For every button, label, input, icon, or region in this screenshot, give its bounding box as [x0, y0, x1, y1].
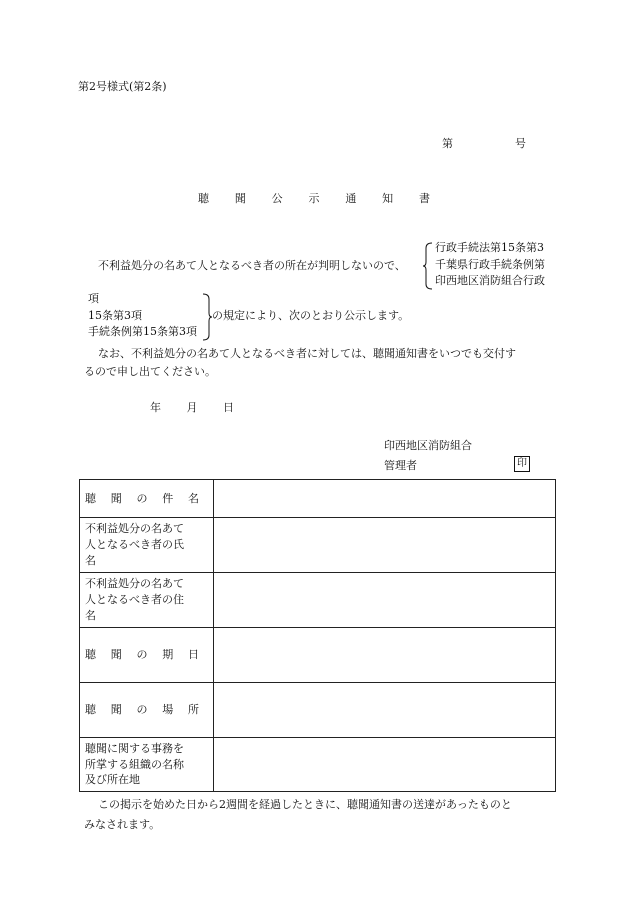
label-line: 不利益処分の名あて [85, 577, 184, 591]
label-char: 期 [162, 648, 174, 662]
label-line: 聴聞に関する事務を [85, 741, 184, 755]
note-text-line2: るので申し出てください。 [84, 365, 216, 378]
label-char: 聴 [85, 703, 96, 717]
label-char: 日 [188, 648, 199, 662]
left-brace-icon [423, 242, 433, 290]
table-row [80, 628, 556, 683]
label-line: 名 [85, 608, 96, 622]
manager-label: 管理者 [384, 459, 417, 472]
label-char: 場 [162, 703, 174, 717]
title-char: 書 [418, 192, 430, 205]
date-field [150, 400, 234, 417]
table-label-case-name [80, 480, 214, 518]
table-row [80, 683, 556, 738]
label-char: 聴 [85, 648, 96, 662]
legal-basis-line: 千葉県行政手続条例第 [435, 257, 545, 271]
label-line: 不利益処分の名あて [85, 522, 184, 536]
legal-basis-brace-left [88, 291, 208, 341]
table-label-organization [80, 738, 214, 792]
label-line: 及び所在地 [85, 773, 140, 787]
organization-name: 印西地区消防組合 [384, 439, 472, 452]
title-char: 公 [271, 192, 283, 205]
footer-text-line2: みなされます。 [84, 818, 161, 831]
legal-basis-line: 行政手続法第15条第3 [435, 241, 544, 254]
table-label-recipient-address [80, 573, 214, 628]
date-month: 月 [186, 401, 198, 414]
label-char: 所 [188, 703, 199, 717]
table-label-recipient-name [80, 518, 214, 573]
date-day: 日 [223, 401, 234, 414]
footer-text-line1: この掲示を始めた日から2週間を経過したときに、聴聞通知書の送達があったものと [98, 798, 512, 811]
label-line: 所掌する組織の名称 [85, 757, 184, 771]
label-char: 件 [162, 491, 174, 505]
table-value-case-name [214, 480, 556, 518]
label-char: 名 [188, 491, 199, 505]
label-line: 名 [85, 553, 96, 567]
table-label-hearing-place [80, 683, 214, 738]
table-row [80, 518, 556, 573]
table-row [80, 480, 556, 518]
table-row [80, 573, 556, 628]
table-value-hearing-date [214, 628, 556, 683]
document-title [198, 191, 430, 208]
title-char: 示 [308, 192, 320, 205]
title-char: 聞 [234, 192, 246, 205]
form-number-label: 第2号様式(第2条) [78, 80, 167, 93]
label-line: 人となるべき者の氏 [85, 538, 184, 552]
table-value-recipient-name [214, 518, 556, 573]
label-char: の [136, 703, 148, 717]
title-char: 通 [345, 192, 357, 205]
table-value-recipient-address [214, 573, 556, 628]
table-row [80, 738, 556, 792]
document-number-suffix: 号 [515, 137, 526, 150]
label-char: の [136, 648, 148, 662]
table-label-hearing-date [80, 628, 214, 683]
legal-basis-brace-right [423, 240, 573, 290]
body-text-line1: 不利益処分の名あて人となるべき者の所在が判明しないので、 [98, 259, 406, 272]
right-brace-icon [202, 293, 212, 341]
table-value-organization [214, 738, 556, 792]
label-char: 聞 [110, 703, 122, 717]
title-char: 聴 [198, 192, 209, 205]
label-line: 人となるべき者の住 [85, 593, 184, 607]
legal-basis-line: 15条第3項 [88, 308, 142, 322]
table-value-hearing-place [214, 683, 556, 738]
label-char: 聴 [85, 491, 96, 505]
date-year: 年 [150, 401, 161, 414]
label-char: 聞 [110, 648, 122, 662]
label-char: 聞 [110, 491, 122, 505]
hearing-info-table [79, 479, 556, 792]
title-char: 知 [382, 192, 394, 205]
legal-basis-line: 手続条例第15条第3項 [88, 325, 197, 338]
seal-stamp-icon: 印 [514, 456, 530, 472]
note-text-line1: なお、不利益処分の名あて人となるべき者に対しては、聴聞通知書をいつでも交付す [98, 347, 516, 360]
document-number-prefix: 第 [442, 137, 453, 150]
legal-basis-line: 項 [88, 292, 99, 305]
label-char: の [136, 491, 148, 505]
legal-basis-line: 印西地区消防組合行政 [435, 274, 545, 287]
body-text-line2: の規定により、次のとおり公示します。 [212, 309, 410, 322]
